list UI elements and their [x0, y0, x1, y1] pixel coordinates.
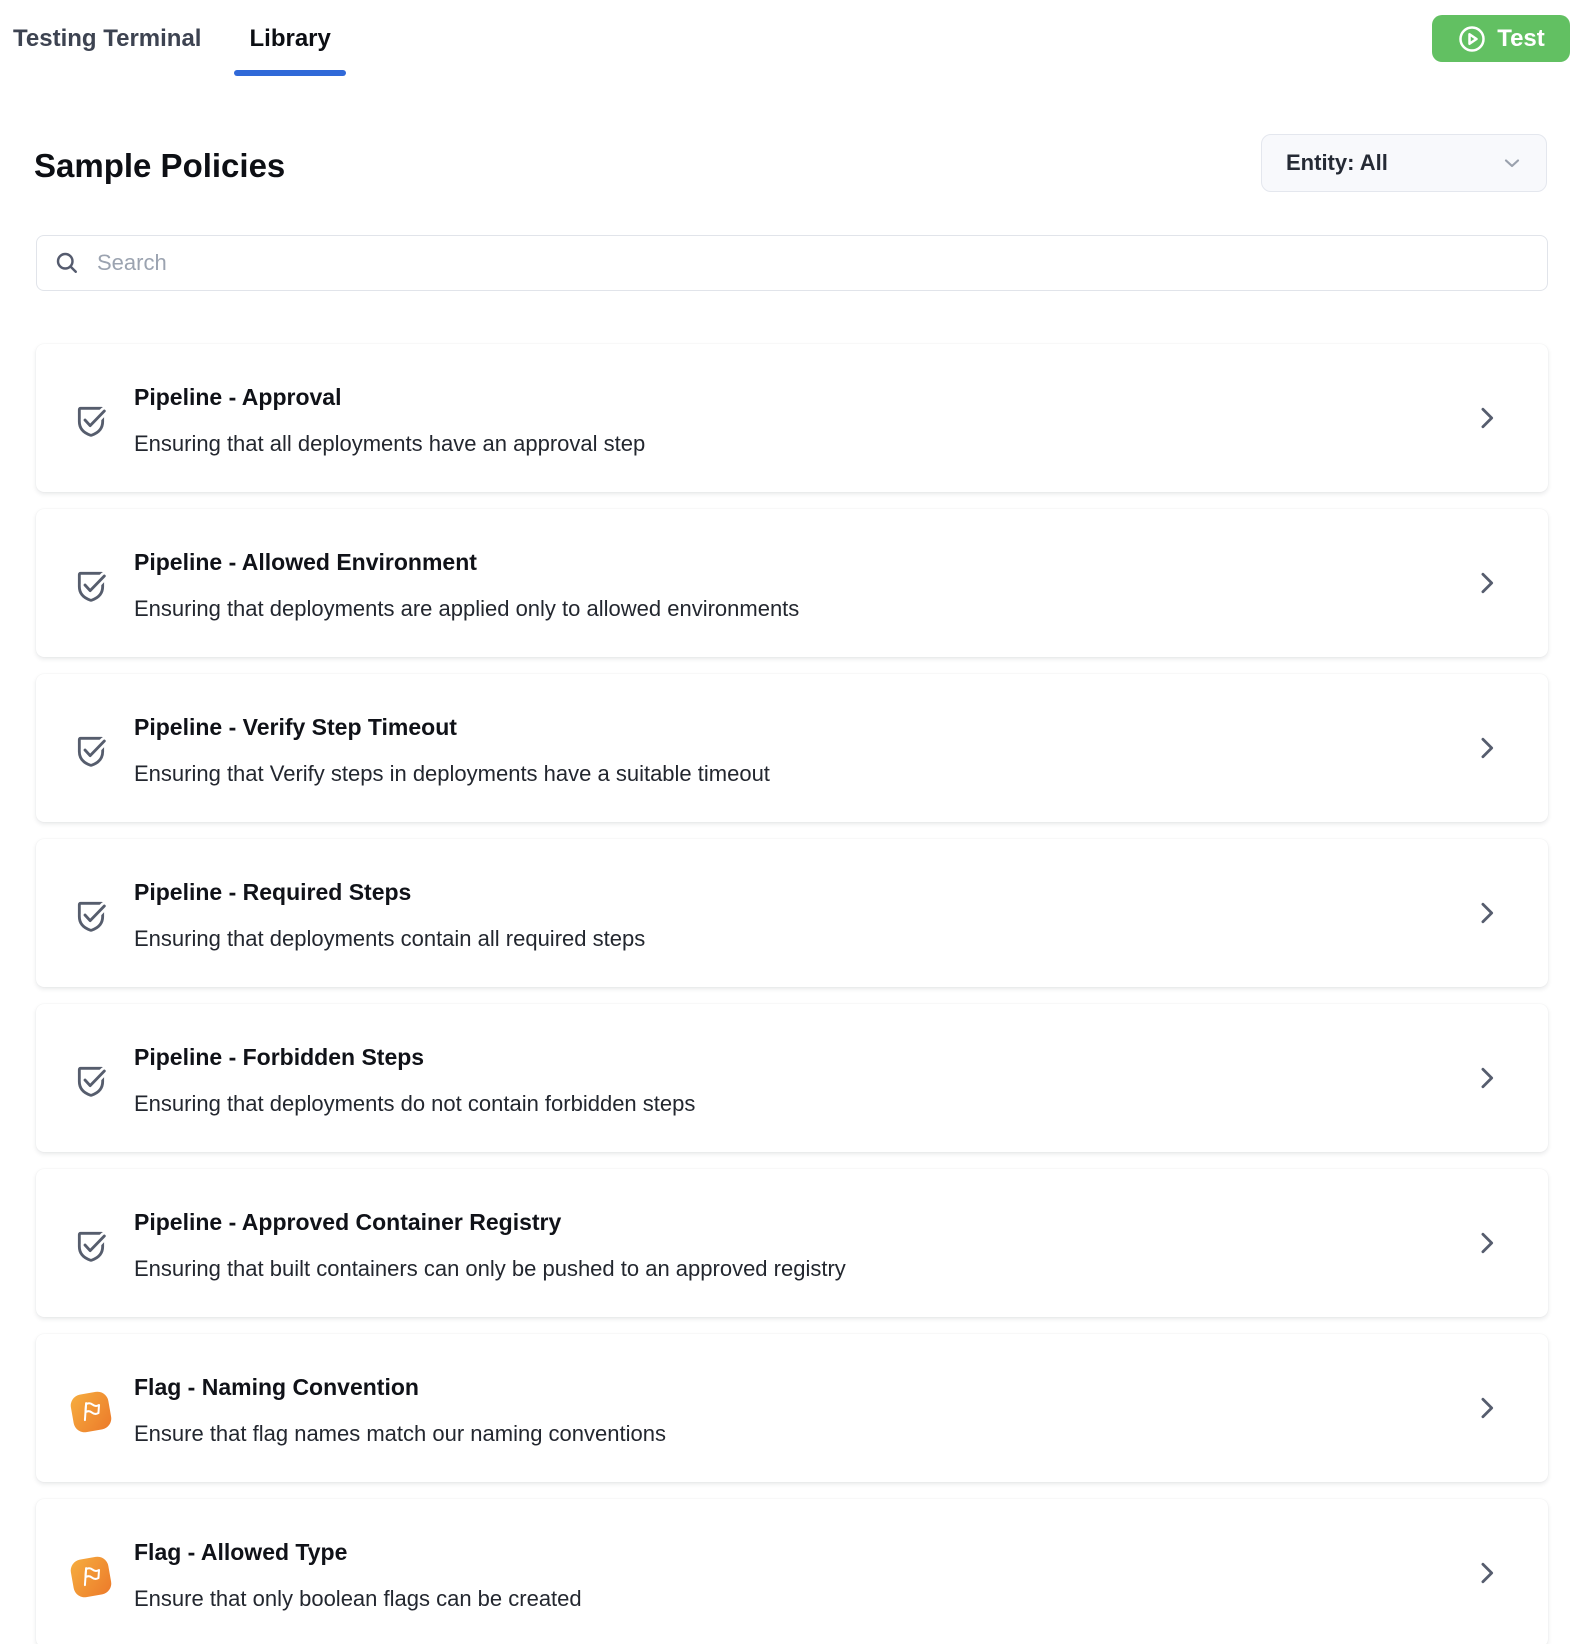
tab-bar: [0, 0, 1584, 84]
policy-description: Ensuring that built containers can only be pushed to an approved registry: [134, 1256, 846, 1281]
policy-list-item[interactable]: [36, 1334, 1548, 1482]
policy-title: Flag - Naming Convention: [134, 1374, 419, 1400]
policy-text-block: [134, 1374, 1428, 1447]
chevron-right-icon[interactable]: [1473, 899, 1501, 932]
search-box: [36, 235, 1548, 291]
test-button[interactable]: [1432, 15, 1570, 62]
play-circle-icon: [1457, 24, 1487, 54]
shield-check-icon: [71, 399, 111, 446]
policy-text-block: [134, 1539, 1428, 1612]
policy-text-block: [134, 384, 1428, 457]
policy-description: Ensuring that all deployments have an approval step: [134, 431, 646, 456]
test-button-label: Test: [1497, 24, 1545, 52]
search-input[interactable]: [97, 250, 1531, 276]
policy-title: Pipeline - Approved Container Registry: [134, 1209, 562, 1235]
policy-description: Ensure that flag names match our naming conventions: [134, 1421, 666, 1446]
policy-title: Pipeline - Allowed Environment: [134, 549, 477, 575]
policy-title: Pipeline - Required Steps: [134, 879, 412, 905]
chevron-right-icon[interactable]: [1473, 404, 1501, 437]
tab-library[interactable]: Library: [234, 24, 345, 76]
policy-list-item[interactable]: [36, 1004, 1548, 1152]
chevron-right-icon[interactable]: [1473, 734, 1501, 767]
shield-check-icon: [71, 1224, 111, 1271]
policy-text-block: [134, 879, 1428, 952]
policy-list-item[interactable]: [36, 509, 1548, 657]
policy-description: Ensure that only boolean flags can be created: [134, 1586, 582, 1611]
chevron-right-icon[interactable]: [1473, 1064, 1501, 1097]
policy-title: Pipeline - Approval: [134, 384, 342, 410]
chevron-right-icon[interactable]: [1473, 1229, 1501, 1262]
policy-text-block: [134, 1209, 1428, 1282]
shield-check-icon: [71, 564, 111, 611]
shield-check-icon: [71, 894, 111, 941]
policy-list-item[interactable]: [36, 1169, 1548, 1317]
policy-description: Ensuring that deployments do not contain forbidden steps: [134, 1091, 696, 1116]
policy-description: Ensuring that deployments are applied only to allowed environments: [134, 596, 800, 621]
policy-title: Pipeline - Forbidden Steps: [134, 1044, 425, 1070]
page-head: [34, 138, 1547, 196]
flag-icon: [69, 1390, 113, 1434]
tab-testing-terminal[interactable]: Testing Terminal: [13, 25, 202, 52]
chevron-down-icon: [1500, 151, 1524, 175]
chevron-right-icon[interactable]: [1473, 569, 1501, 602]
policy-description: Ensuring that deployments contain all required steps: [134, 926, 646, 951]
policy-list: [36, 344, 1548, 1644]
policy-text-block: [134, 549, 1428, 622]
policy-list-item[interactable]: [36, 839, 1548, 987]
policy-list-item[interactable]: [36, 344, 1548, 492]
page-title: Sample Policies: [34, 147, 286, 184]
policy-description: Ensuring that Verify steps in deployments have a suitable timeout: [134, 761, 770, 786]
entity-filter-label: Entity: All: [1286, 150, 1388, 175]
chevron-right-icon[interactable]: [1473, 1394, 1501, 1427]
policy-list-item[interactable]: [36, 674, 1548, 822]
search-icon: [53, 249, 81, 277]
entity-filter-dropdown[interactable]: [1261, 134, 1547, 192]
shield-check-icon: [71, 1059, 111, 1106]
policy-title: Pipeline - Verify Step Timeout: [134, 714, 457, 740]
policy-title: Flag - Allowed Type: [134, 1539, 348, 1565]
flag-icon: [69, 1555, 113, 1599]
chevron-right-icon[interactable]: [1473, 1559, 1501, 1592]
policy-text-block: [134, 714, 1428, 787]
shield-check-icon: [71, 729, 111, 776]
policy-text-block: [134, 1044, 1428, 1117]
policy-list-item[interactable]: [36, 1499, 1548, 1644]
